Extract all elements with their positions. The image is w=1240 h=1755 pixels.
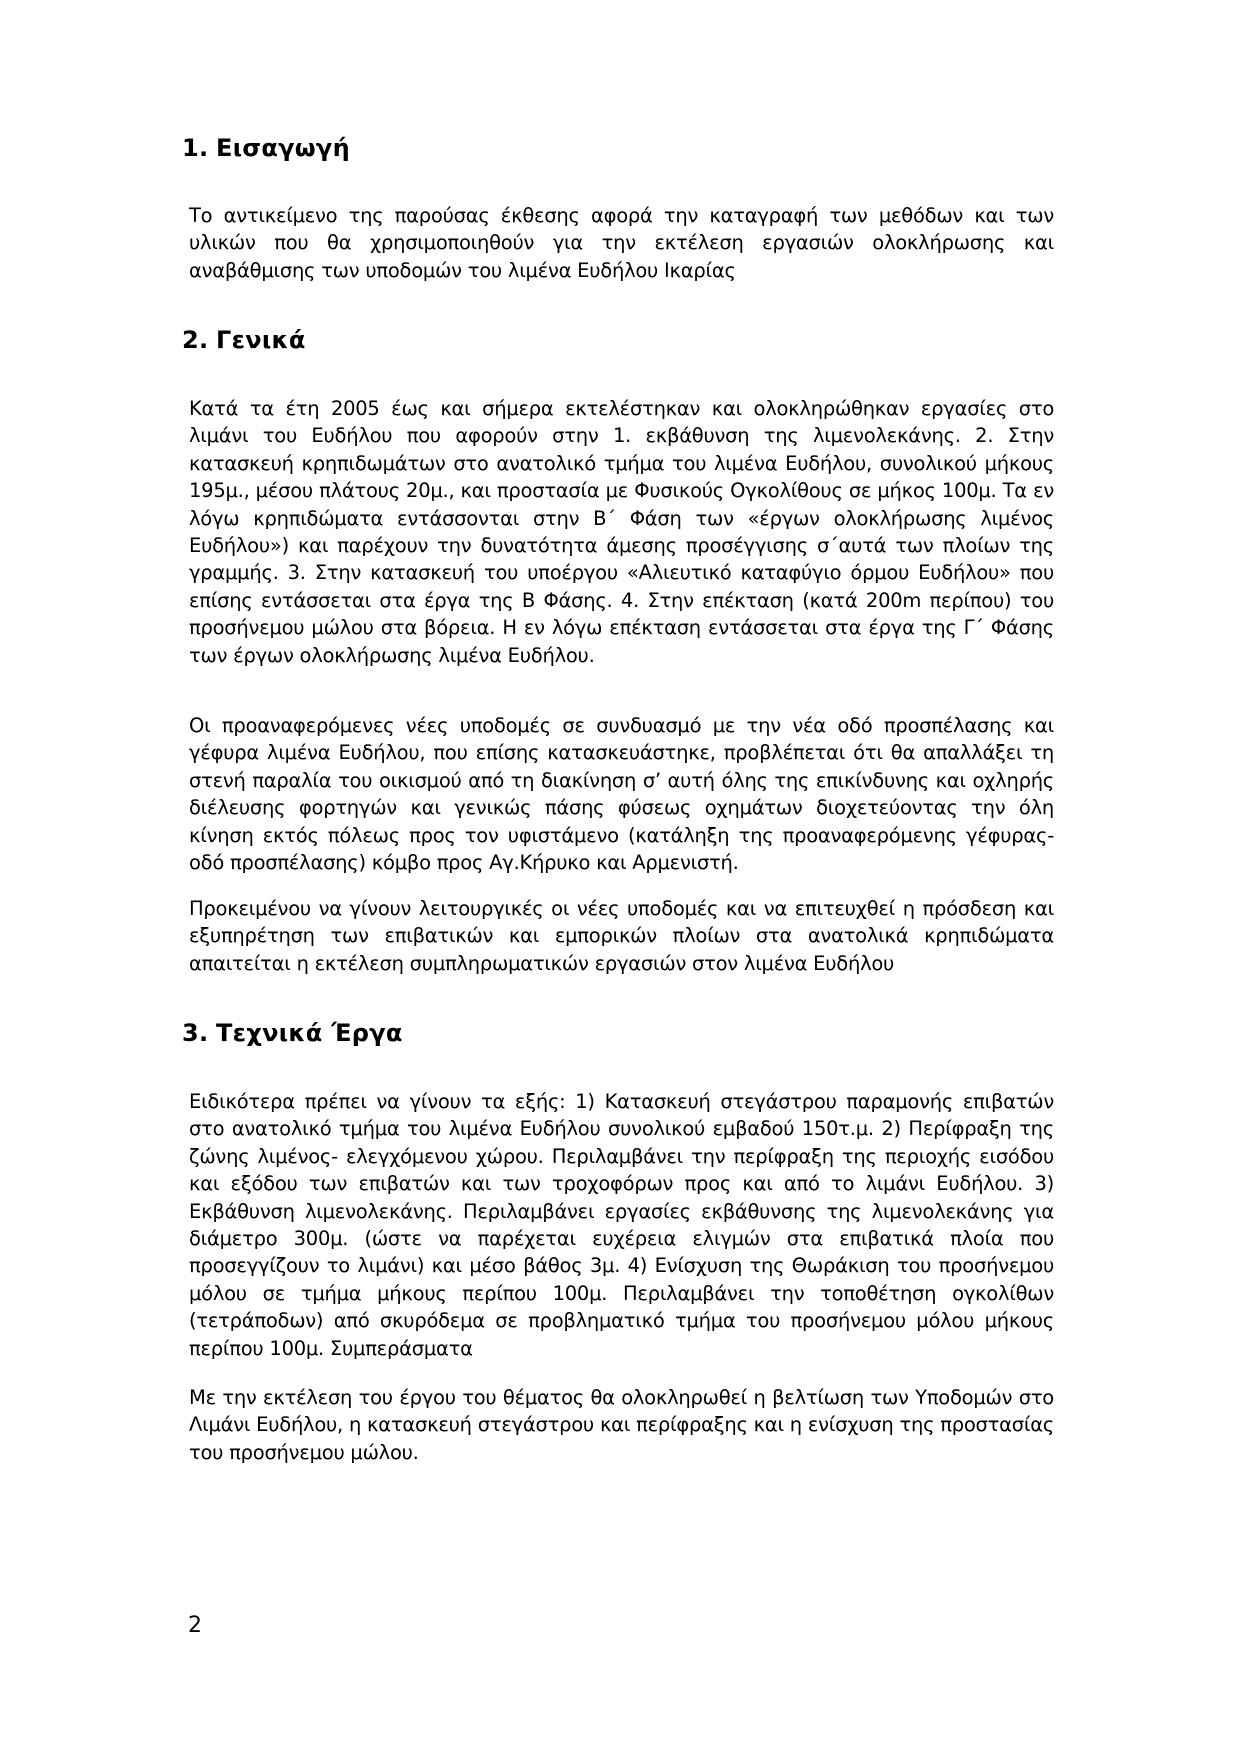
section-title: Τεχνικά Έργα <box>216 1019 403 1047</box>
general-paragraph-3: Προκειμένου να γίνουν λειτουργικές οι νέες υποδομές και να επιτευχθεί η πρόσδεση και εξυπηρέτηση των επιβατικών και εμπορικών πλοίων στα ανατολικά κρηπιδώματα απαιτείται η εκτέλεση συμπληρωματικών εργασιών στον λιμένα Ευδήλου <box>189 897 1054 975</box>
technical-works-paragraph-1: Ειδικότερα πρέπει να γίνουν τα εξής: 1) Κατασκευή στεγάστρου παραμονής επιβατών στο ανατολικό τμήμα του λιμένα Ευδήλου συνολικού εμβαδού 150τ.μ. 2) Περίφραξη της ζώνης λιμένος- ελεγχόμενου χώρου. Περιλαμβάνει την περίφραξη της περιοχής εισόδου και εξόδου των επιβατών και των τροχοφόρων προς και από το λιμάνι Ευδήλου. 3) Εκβάθυνση λιμενολεκάνης. Περιλαμβάνει εργασίες εκβάθυνσης της λιμενολεκάνης για διάμετρο 300μ. (ώστε να παρέχεται ευχέρεια ελιγμών στα επιβατικά πλοία που προσεγγίζουν το λιμάνι) και μέσο βάθος 3μ. 4) Ενίσχυση της Θωράκιση του προσήνεμου μόλου σε τμήμα μήκους περίπου 100μ. Περιλαμβάνει την τοποθέτηση ογκολίθων (τετράποδων) από σκυρόδεμα σε προβληματικό τμήμα του προσήνεμου μόλου μήκους περίπου 100μ. Συμπεράσματα <box>189 1090 1054 1360</box>
section-number: 2. <box>182 326 209 354</box>
section-title: Γενικά <box>216 326 306 354</box>
introduction-paragraph: Το αντικείμενο της παρούσας έκθεσης αφορά την καταγραφή των μεθόδων και των υλικών που θα χρησιμοποιηθούν για την εκτέλεση εργασιών ολοκλήρωσης και αναβάθμισης των υποδομών του λιμένα Ευδήλου Ικαρίας <box>189 204 1054 282</box>
general-paragraph-2: Οι προαναφερόμενες νέες υποδομές σε συνδυασμό με την νέα οδό προσπέλασης και γέφυρα λιμένα Ευδήλου, που επίσης κατασκευάστηκε, προβλέπεται ότι θα απαλλάξει τη στενή παραλία του οικισμού από τη διακίνηση σ’ αυτή όλης της επικίνδυνης και οχληρής διέλευσης φορτηγών και γενικώς πάσης φύσεως οχημάτων διοχετεύοντας την όλη κίνηση εκτός πόλεως προς τον υφιστάμενο (κατάληξη της προαναφερόμενης γέφυρας- οδό προσπέλασης) κόμβο προς Αγ.Κήρυκο και Αρμενιστή. <box>189 714 1054 875</box>
technical-works-paragraph-2: Με την εκτέλεση του έργου του θέματος θα ολοκληρωθεί η βελτίωση των Υποδομών στο Λιμάνι Ευδήλου, η κατασκευή στεγάστρου και περίφραξης και η ενίσχυση της προστασίας του προσήνεμου μώλου. <box>189 1386 1054 1464</box>
section-number: 3. <box>182 1019 209 1047</box>
section-heading-introduction <box>182 133 350 163</box>
section-heading-general <box>182 325 306 355</box>
general-paragraph-1: Κατά τα έτη 2005 έως και σήμερα εκτελέστηκαν και ολοκληρώθηκαν εργασίες στο λιμάνι του Ευδήλου που αφορούν στην 1. εκβάθυνση της λιμενολεκάνης. 2. Στην κατασκευή κρηπιδωμάτων στο ανατολικό τμήμα του λιμένα Ευδήλου, συνολικού μήκους 195μ., μέσου πλάτους 20μ., και προστασία με Φυσικούς Ογκολίθους σε μήκος 100μ. Τα εν λόγω κρηπιδώματα εντάσσονται στην Β΄ Φάση των «έργων ολοκλήρωσης λιμένος Ευδήλου») και παρέχουν την δυνατότητα άμεσης προσέγγισης σ΄αυτά των πλοίων της γραμμής. 3. Στην κατασκευή του υποέργου «Αλιευτικό καταφύγιο όρμου Ευδήλου» που επίσης εντάσσεται στα έργα της Β Φάσης. 4. Στην επέκταση (κατά 200m περίπου) του προσήνεμου μώλου στα βόρεια. Η εν λόγω επέκταση εντάσσεται στα έργα της Γ΄ Φάσης των έργων ολοκλήρωσης λιμένα Ευδήλου. <box>189 397 1054 667</box>
section-title: Εισαγωγή <box>216 134 350 162</box>
section-heading-technical-works <box>182 1018 403 1048</box>
page-number: 2 <box>188 1613 202 1638</box>
section-number: 1. <box>182 134 209 162</box>
